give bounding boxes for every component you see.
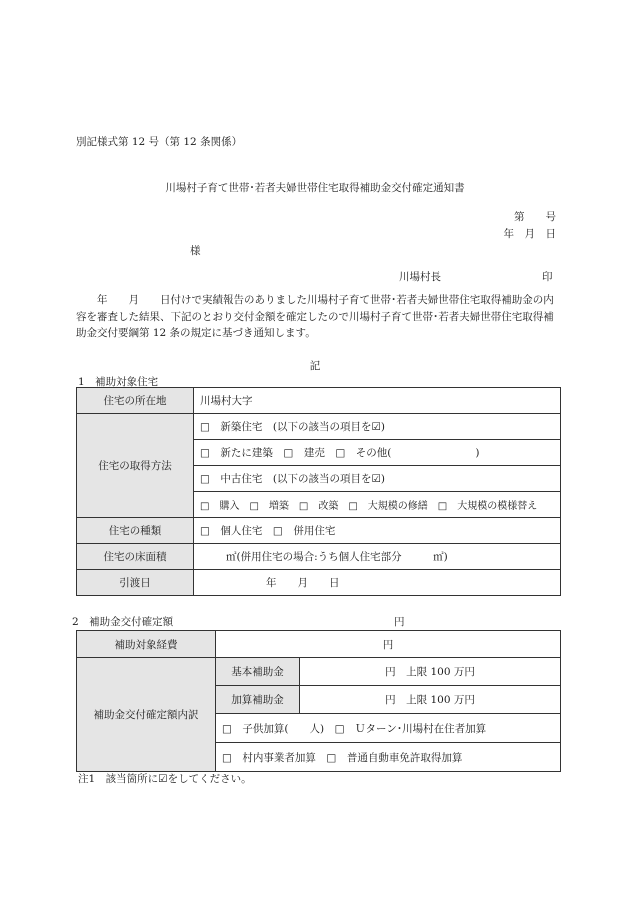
subsidy-amount-table xyxy=(76,630,561,772)
additional-subsidy-label: 加算補助金 xyxy=(216,686,300,714)
table-row xyxy=(77,388,561,414)
table-row xyxy=(77,518,561,544)
table-row xyxy=(77,414,561,440)
seal-mark: 印 xyxy=(542,271,553,283)
additional-options-2: □ 村内事業者加算 □ 普通自動車免許取得加算 xyxy=(216,743,561,772)
subsidy-house-table xyxy=(76,387,561,596)
basic-subsidy-value: 円 上限 100 万円 xyxy=(300,658,561,686)
table-row xyxy=(77,570,561,596)
issuer-name: 川場村長 xyxy=(399,271,441,283)
acquisition-used: □ 中古住宅 (以下の該当の項目を☑) xyxy=(194,466,561,492)
breakdown-label: 補助金交付確定額内訳 xyxy=(77,658,216,772)
acquisition-used-options: □ 購入 □ 増築 □ 改築 □ 大規模の修繕 □ 大規模の模様替え xyxy=(194,492,561,518)
location-label: 住宅の所在地 xyxy=(77,388,194,414)
document-number: 第 号 xyxy=(514,211,556,223)
table-row xyxy=(77,631,561,658)
delivery-date-value: 年 月 日 xyxy=(194,570,561,596)
location-value: 川場村大字 xyxy=(194,388,561,414)
acquisition-label: 住宅の取得方法 xyxy=(77,414,194,518)
additional-subsidy-value: 円 上限 100 万円 xyxy=(300,686,561,714)
eligible-cost-value: 円 xyxy=(216,631,561,658)
additional-options-1: □ 子供加算( 人) □ Ｕターン･川場村在住者加算 xyxy=(216,714,561,743)
table-row xyxy=(77,658,561,686)
form-number: 別記様式第 12 号（第 12 条関係） xyxy=(76,136,243,148)
floor-area-label: 住宅の床面積 xyxy=(77,544,194,570)
delivery-date-label: 引渡日 xyxy=(77,570,194,596)
confirmed-amount-unit: 円 xyxy=(394,616,405,628)
footnote: 注1 該当箇所に☑をしてください。 xyxy=(78,773,252,785)
issue-date: 年 月 日 xyxy=(503,228,556,240)
ki-mark: 記 xyxy=(309,360,321,372)
addressee-suffix: 様 xyxy=(190,245,201,257)
house-type-label: 住宅の種類 xyxy=(77,518,194,544)
section2-heading: 2 補助金交付確定額 xyxy=(72,616,174,628)
house-type-value: □ 個人住宅 □ 併用住宅 xyxy=(194,518,561,544)
eligible-cost-label: 補助対象経費 xyxy=(77,631,216,658)
section1-heading: 1 補助対象住宅 xyxy=(78,376,159,388)
basic-subsidy-label: 基本補助金 xyxy=(216,658,300,686)
notice-paragraph: 年 月 日付けで実績報告のありました川場村子育て世帯･若者夫婦世帯住宅取得補助金の内容を審査した結果、下記のとおり交付金額を確定したので川場村子育て世帯･若者夫婦世帯住宅取得補助金交付要綱第 12 条の規定に基づき通知します。 xyxy=(76,294,554,339)
acquisition-new: □ 新築住宅 (以下の該当の項目を☑) xyxy=(194,414,561,440)
floor-area-value: ㎡(併用住宅の場合:うち個人住宅部分 ㎡) xyxy=(194,544,561,570)
table-row xyxy=(77,544,561,570)
document-title: 川場村子育て世帯･若者夫婦世帯住宅取得補助金交付確定通知書 xyxy=(165,182,465,194)
acquisition-new-options: □ 新たに建築 □ 建売 □ その他( ) xyxy=(194,440,561,466)
